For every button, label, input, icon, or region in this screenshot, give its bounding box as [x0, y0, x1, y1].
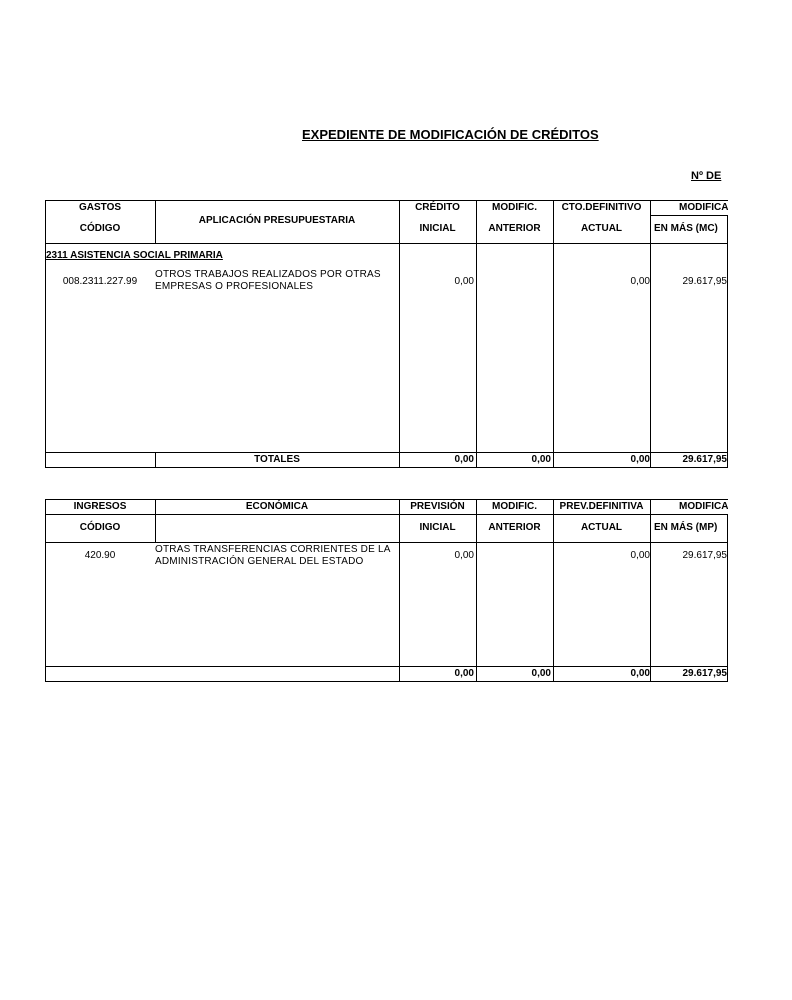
- header-prev-definitiva: PREV.DEFINITIVA: [559, 501, 644, 512]
- row-codigo: 008.2311.227.99: [62, 276, 138, 287]
- header-modifica: MODIFICA: [679, 501, 728, 512]
- totals-prev-definitiva: 0,00: [630, 668, 650, 679]
- totals-prevision-inicial: 0,00: [454, 668, 474, 679]
- totals-credito-inicial: 0,00: [454, 454, 474, 465]
- header-modific: MODIFIC.: [492, 202, 537, 213]
- row-cto-definitivo: 0,00: [630, 276, 650, 287]
- totals-cto-definitivo: 0,00: [630, 454, 650, 465]
- document-title: EXPEDIENTE DE MODIFICACIÓN DE CRÉDITOS: [302, 127, 599, 142]
- row-en-mas: 29.617,95: [682, 550, 727, 561]
- header-modifica: MODIFICA: [679, 202, 728, 213]
- row-descripcion: OTRAS TRANSFERENCIAS CORRIENTES DE LA ADMINISTRACIÓN GENERAL DEL ESTADO: [155, 544, 391, 567]
- header-inicial: INICIAL: [419, 522, 456, 533]
- row-credito-inicial: 0,00: [454, 276, 474, 287]
- header-ingresos: INGRESOS: [73, 501, 127, 512]
- header-modific: MODIFIC.: [492, 501, 537, 512]
- totals-modific-anterior: 0,00: [531, 668, 551, 679]
- header-aplicacion: APLICACIÓN PRESUPUESTARIA: [198, 215, 356, 226]
- row-prev-definitiva: 0,00: [630, 550, 650, 561]
- section-label: 2311 ASISTENCIA SOCIAL PRIMARIA: [46, 250, 223, 261]
- totals-label: TOTALES: [254, 454, 300, 465]
- totals-en-mas: 29.617,95: [682, 454, 727, 465]
- header-gastos: GASTOS: [78, 202, 122, 213]
- header-cto-definitivo: CTO.DEFINITIVO: [561, 202, 642, 213]
- header-en-mas: EN MÁS (MP): [654, 522, 718, 533]
- totals-modific-anterior: 0,00: [531, 454, 551, 465]
- totals-en-mas: 29.617,95: [682, 668, 727, 679]
- header-codigo: CÓDIGO: [79, 223, 121, 234]
- header-anterior: ANTERIOR: [488, 522, 541, 533]
- header-codigo: CÓDIGO: [79, 522, 121, 533]
- row-descripcion: OTROS TRABAJOS REALIZADOS POR OTRAS EMPRESAS O PROFESIONALES: [155, 269, 381, 292]
- expediente-number-label: Nº DE: [691, 170, 722, 182]
- ingresos-table: [45, 499, 728, 684]
- header-anterior: ANTERIOR: [488, 223, 541, 234]
- row-prevision-inicial: 0,00: [454, 550, 474, 561]
- header-credito: CRÉDITO: [415, 202, 460, 213]
- header-economica: ECONÓMICA: [245, 501, 309, 512]
- row-en-mas: 29.617,95: [682, 276, 727, 287]
- header-actual: ACTUAL: [580, 223, 623, 234]
- row-codigo: 420.90: [84, 550, 116, 561]
- header-inicial: INICIAL: [419, 223, 456, 234]
- header-en-mas: EN MÁS (MC): [654, 223, 718, 234]
- header-actual: ACTUAL: [580, 522, 623, 533]
- gastos-table: [45, 200, 728, 470]
- header-prevision: PREVISIÓN: [410, 501, 465, 512]
